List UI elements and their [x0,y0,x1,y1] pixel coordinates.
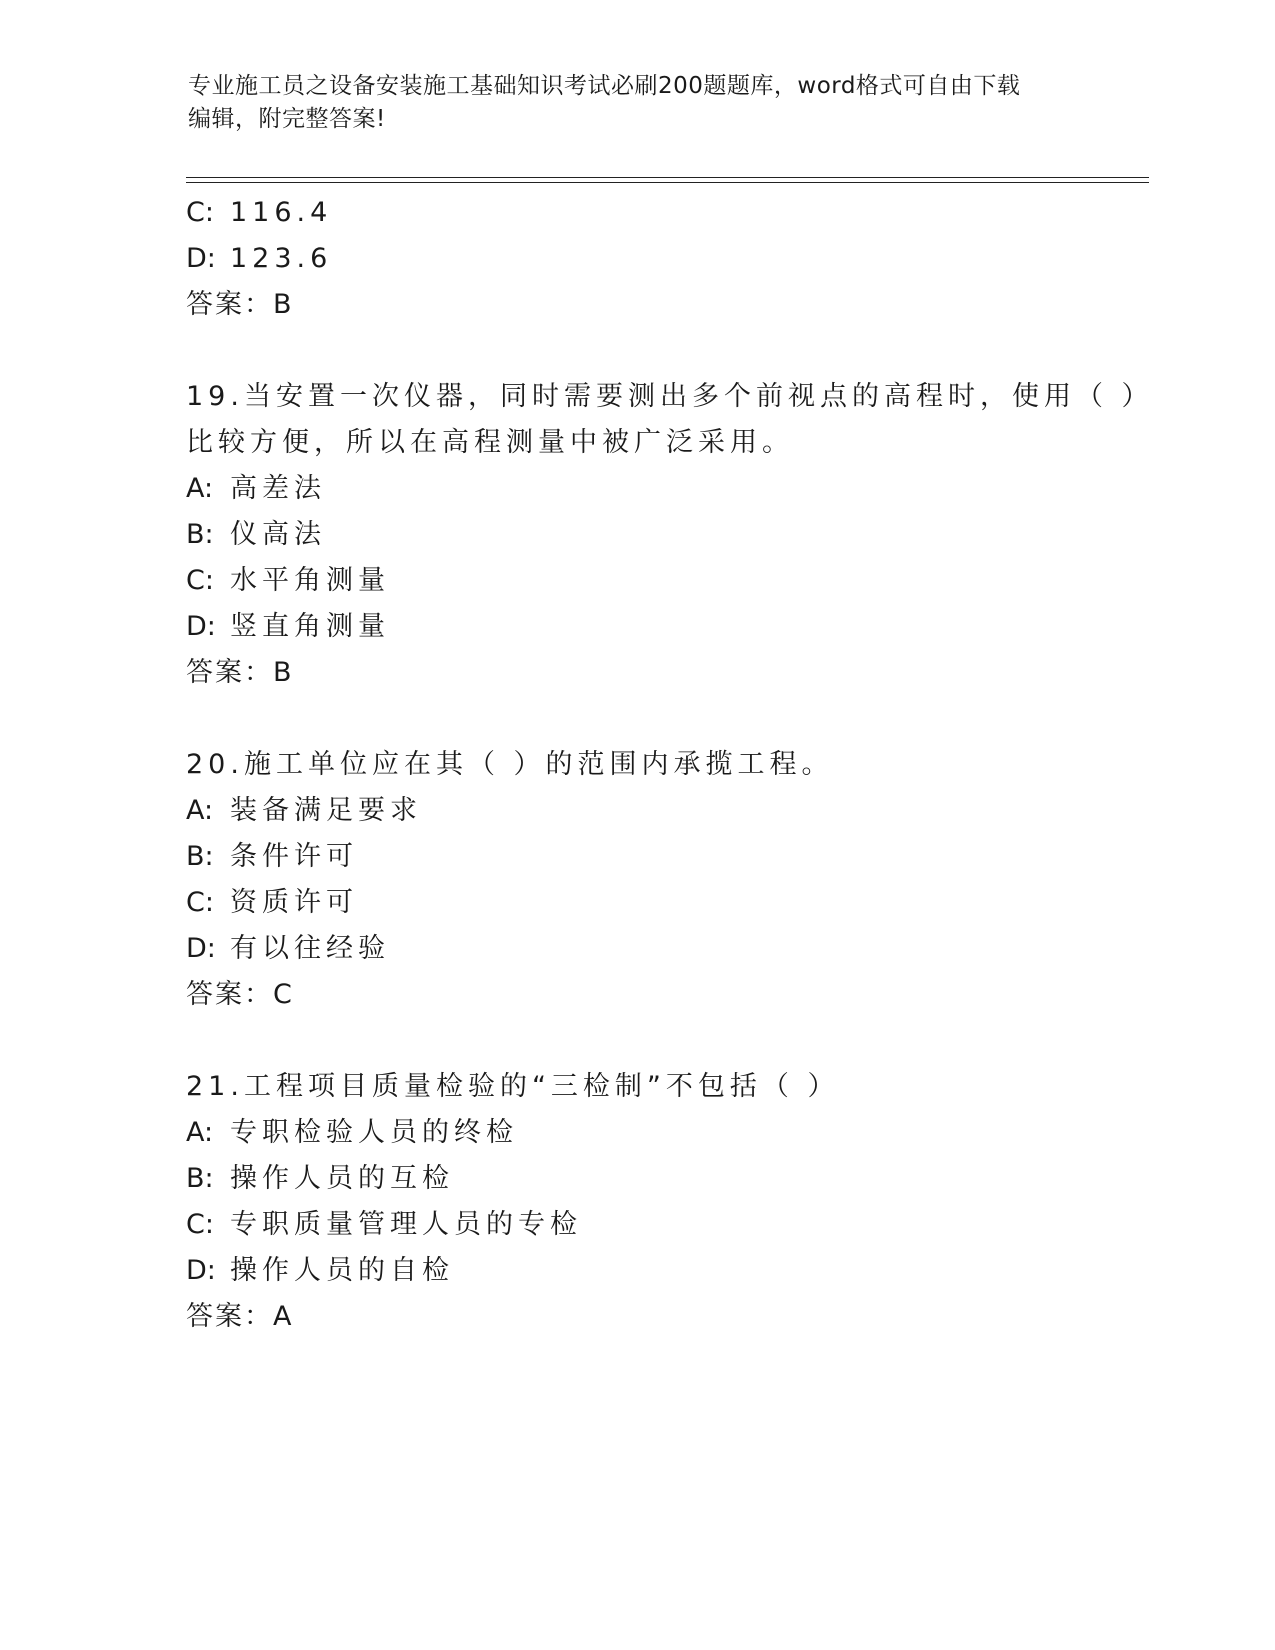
question-text-line-1: 19.当安置一次仪器，同时需要测出多个前视点的高程时，使用（ ） [186,381,1154,412]
answer-line [186,1294,1136,1340]
option-text: 装备满足要求 [230,795,422,826]
option-c [186,190,1136,236]
question-list [186,190,1154,1386]
option-text: 116.4 [230,197,333,228]
option-label: B: [186,841,214,872]
option-text: 专职质量管理人员的专检 [230,1209,582,1240]
header-divider-bottom [186,182,1149,183]
answer-label: 答案： [186,979,273,1010]
option-text: 高差法 [230,473,326,504]
question-block-19 [186,374,1154,696]
option-d [186,604,1136,650]
option-label: C: [186,1209,214,1240]
option-text: 条件许可 [230,841,358,872]
option-label: B: [186,519,214,550]
question-text-line-2: 比较方便，所以在高程测量中被广泛采用。 [186,427,794,458]
answer-line [186,650,1136,696]
option-text: 123.6 [230,243,333,274]
option-label: A: [186,1117,214,1148]
option-c [186,1202,1136,1248]
option-d [186,926,1136,972]
answer-value: A [273,1301,293,1332]
header-title-line-2: 编辑，附完整答案! [188,106,386,132]
option-a [186,1110,1136,1156]
option-label: D: [186,933,216,964]
option-text: 有以往经验 [230,933,390,964]
option-label: D: [186,1255,216,1286]
header-divider-top [186,177,1149,178]
answer-label: 答案： [186,1301,273,1332]
header-title-line-1: 专业施工员之设备安装施工基础知识考试必刷200题题库，word格式可自由下载 [188,73,1021,99]
option-c [186,880,1136,926]
option-b [186,512,1136,558]
question-block-18 [186,190,1136,328]
question-text-line-1: 21.工程项目质量检验的“三检制”不包括（ ） [186,1071,840,1102]
answer-value: C [273,979,293,1010]
option-d [186,1248,1136,1294]
option-label: A: [186,473,214,504]
option-text: 仪高法 [230,519,326,550]
option-b [186,1156,1136,1202]
question-block-20 [186,742,1136,1018]
option-label: C: [186,197,214,228]
option-label: C: [186,565,214,596]
answer-line [186,972,1136,1018]
option-label: A: [186,795,214,826]
option-text: 竖直角测量 [230,611,390,642]
document-header [188,70,1088,136]
option-text: 操作人员的互检 [230,1163,454,1194]
option-a [186,466,1136,512]
answer-label: 答案： [186,657,273,688]
question-text-line-1: 20.施工单位应在其（ ）的范围内承揽工程。 [186,749,834,780]
option-b [186,834,1136,880]
option-label: B: [186,1163,214,1194]
option-text: 操作人员的自检 [230,1255,454,1286]
answer-label: 答案： [186,289,273,320]
answer-line [186,282,1136,328]
option-text: 水平角测量 [230,565,390,596]
option-d [186,236,1136,282]
question-block-21 [186,1064,1136,1340]
option-a [186,788,1136,834]
option-label: D: [186,243,216,274]
answer-value: B [273,289,293,320]
option-label: C: [186,887,214,918]
option-text: 资质许可 [230,887,358,918]
option-c [186,558,1136,604]
option-label: D: [186,611,216,642]
option-text: 专职检验人员的终检 [230,1117,518,1148]
answer-value: B [273,657,293,688]
